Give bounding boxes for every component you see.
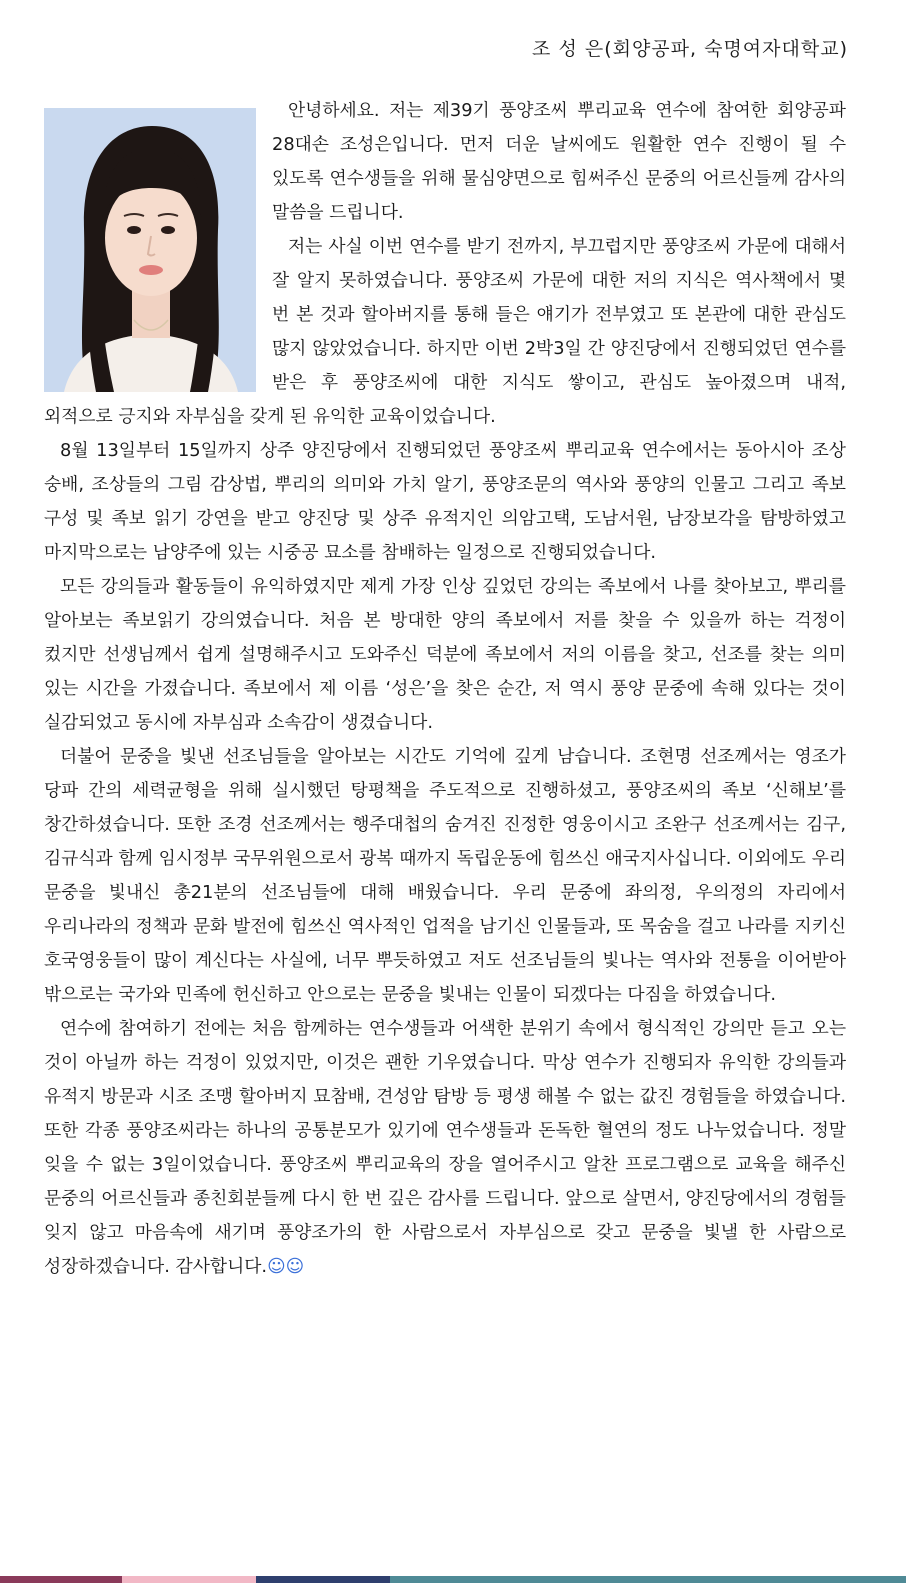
paragraph-program-schedule: 8월 13일부터 15일까지 상주 양진당에서 진행되었던 풍양조씨 뿌리교육 연수에서는 동아시아 조상 숭배, 조상들의 그림 감상법, 뿌리의 의미와 가치 알기, 풍양조문의 역사와 풍양의 인물고 그리고 족보 구성 및 족보 읽기 강연을 받고 양진당 및 상주 유적지인 의암고택, 도남서원, 남장보각을 탐방하였고 마지막으로는 남양주에 있는 시중공 묘소를 참배하는 일정으로 진행되었습니다. [44,440,846,563]
paragraph-genealogy-lecture: 모든 강의들과 활동들이 유익하였지만 제게 가장 인상 깊었던 강의는 족보에서 나를 찾아보고, 뿌리를 알아보는 족보읽기 강의였습니다. 처음 본 방대한 양의 족보에서 저를 찾을 수 있을까 하는 걱정이 컸지만 선생님께서 쉽게 설명해주시고 도와주신 덕분에 족보에서 저의 이름을 찾고, 선조를 찾는 의미 있는 시간을 가졌습니다. 족보에서 제 이름 ‘성은’을 찾은 순간, 저 역시 풍양 문중에 속해 있다는 것이 실감되었고 동시에 자부심과 소속감이 생겼습니다. [44,576,846,733]
footer-segment-3 [256,1576,390,1583]
paragraph-closing [44,1012,846,1284]
photo-spacer [44,94,272,400]
paragraph-before-training: 저는 사실 이번 연수를 받기 전까지, 부끄럽지만 풍양조씨 가문에 대해서 잘 알지 못하였습니다. 풍양조씨 가문에 대한 저의 지식은 역사책에서 몇 번 본 것과 할아버지를 통해 들은 얘기가 전부였고 또 본관에 대한 관심도 많지 않았었습니다. 하지만 이번 2박3일 간 양진당에서 진행되었던 연수를 받은 후 풍양조씨에 대한 지식도 쌓이고, 관심도 높아졌으며 내적, 외적으로 긍지와 자부심을 갖게 된 유익한 교육이었습니다. [44,236,846,427]
article-body [44,94,846,1284]
footer-color-bar [0,1576,906,1583]
footer-segment-1 [0,1576,122,1583]
author-byline: 조 성 은(회양공파, 숙명여자대학교) [532,38,848,60]
paragraph-ancestors: 더불어 문중을 빛낸 선조님들을 알아보는 시간도 기억에 깊게 남습니다. 조현명 선조께서는 영조가 당파 간의 세력균형을 위해 실시했던 탕평책을 주도적으로 진행하셨고, 풍양조씨의 족보 ‘신해보’를 창간하셨습니다. 또한 조경 선조께서는 행주대첩의 숨겨진 진정한 영웅이시고 조완구 선조께서는 김구, 김규식과 함께 임시정부 국무위원으로서 광복 때까지 독립운동에 힘쓰신 애국지사십니다. 이외에도 우리 문중을 빛내신 총21분의 선조님들에 대해 배웠습니다. 우리 문중에 좌의정, 우의정의 자리에서 우리나라의 정책과 문화 발전에 힘쓰신 역사적인 업적을 남기신 인물들과, 또 목숨을 걸고 나라를 지키신 호국영웅들이 많이 계신다는 사실에, 너무 뿌듯하였고 저도 선조님들의 빛나는 역사와 전통을 이어받아 밖으로는 국가와 민족에 헌신하고 안으로는 문중을 빛내는 인물이 되겠다는 다짐을 하였습니다. [44,746,846,1005]
footer-segment-4 [390,1576,906,1583]
footer-segment-2 [122,1576,256,1583]
closing-text: 연수에 참여하기 전에는 처음 함께하는 연수생들과 어색한 분위기 속에서 형식적인 강의만 듣고 오는 것이 아닐까 하는 걱정이 있었지만, 이것은 괜한 기우였습니다. 막상 연수가 진행되자 유익한 강의들과 유적지 방문과 시조 조맹 할아버지 묘참배, 견성암 탐방 등 평생 해볼 수 없는 값진 경험들을 하였습니다. 또한 각종 풍양조씨라는 하나의 공통분모가 있기에 연수생들과 돈독한 혈연의 정도 나누었습니다. 정말 잊을 수 없는 3일이었습니다. 풍양조씨 뿌리교육의 장을 열어주시고 알찬 프로그램으로 교육을 해주신 문중의 어르신들과 종친회분들께 다시 한 번 깊은 감사를 드립니다. 앞으로 살면서, 양진당에서의 경험들 잊지 않고 마음속에 새기며 풍양조가의 한 사람으로서 자부심으로 갖고 문중을 빛낼 한 사람으로 성장하겠습니다. 감사합니다. [44,1018,846,1277]
paragraph-greeting: 안녕하세요. 저는 제39기 풍양조씨 뿌리교육 연수에 참여한 회양공파 28대손 조성은입니다. 먼저 더운 날씨에도 원활한 연수 진행이 될 수 있도록 연수생들을 위해 물심양면으로 힘써주신 문중의 어르신들께 감사의 말씀을 드립니다. [272,100,846,223]
smiley-icon: ☺☺ [267,1256,305,1277]
